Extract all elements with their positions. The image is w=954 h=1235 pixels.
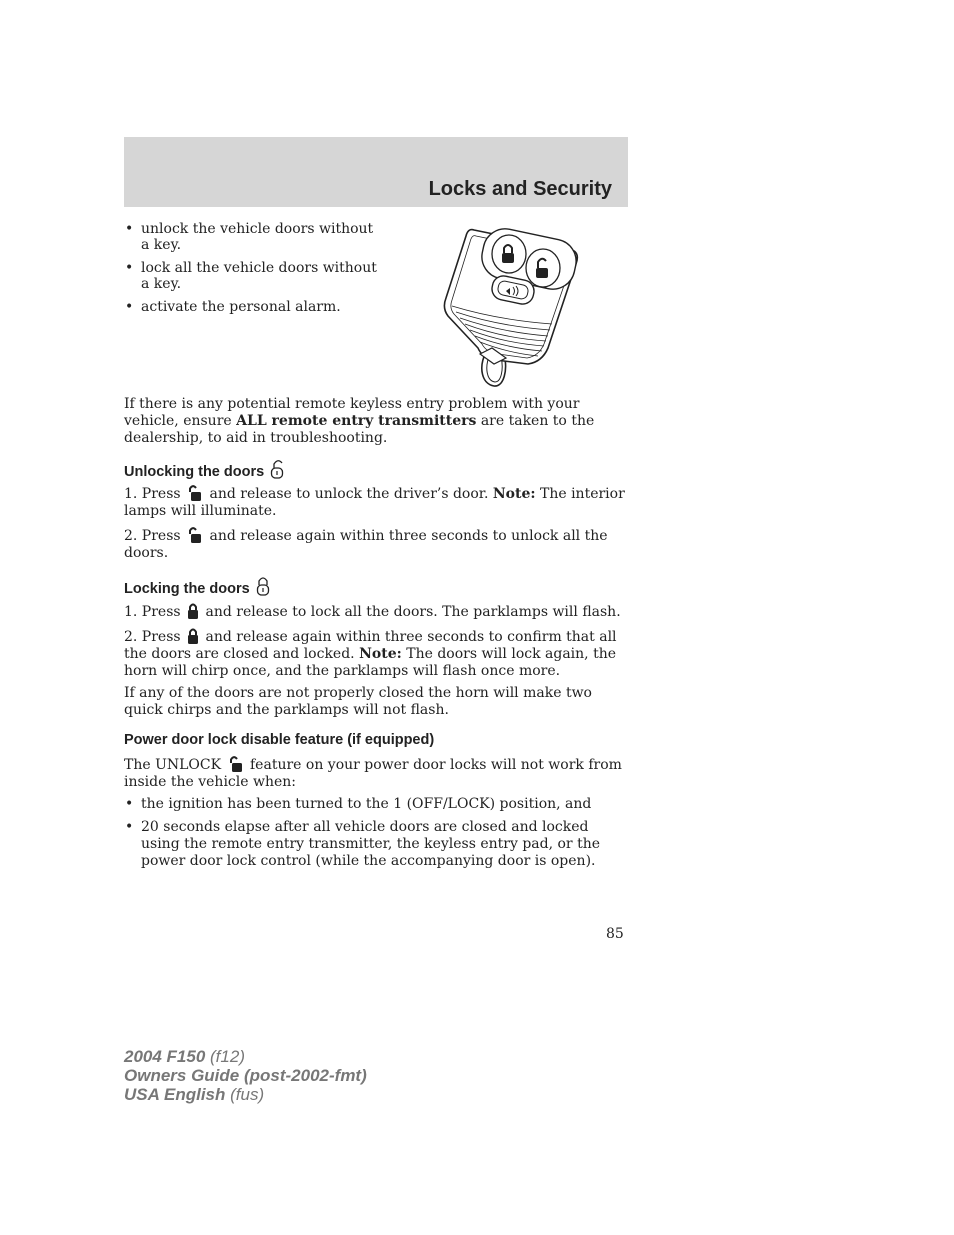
- list-item: [124, 260, 384, 292]
- bullet-text: 20 seconds elapse after all vehicle doors are closed and locked using the remote entry transmitter, the keyless entry pad, or the power door lock control (while the accompanying door is open).: [141, 819, 601, 869]
- footer-model-code: (f12): [205, 1047, 245, 1066]
- footer-line-3: [124, 1085, 367, 1104]
- list-item: [124, 796, 630, 813]
- footer-language-code: (fus): [225, 1085, 265, 1104]
- list-item: [124, 221, 384, 253]
- bullet-text: lock all the vehicle doors without a key.: [141, 260, 377, 292]
- list-item: [124, 299, 384, 315]
- note-text: The interior lamps will illuminate.: [124, 486, 625, 519]
- bullet-marker: •: [125, 221, 134, 237]
- footer-guide: Owners Guide (post-2002-fmt): [124, 1066, 367, 1085]
- unlock-icon: [187, 527, 203, 543]
- disable-conditions-list: [124, 796, 630, 876]
- unlock-outline-icon: [270, 459, 286, 479]
- bullet-text: activate the personal alarm.: [141, 299, 341, 315]
- section-header-band: [124, 137, 628, 207]
- lock-icon: [187, 603, 199, 619]
- emphasis-text: ALL remote entry transmitters: [236, 413, 477, 429]
- keyless-remote-transmitter-illustration: [438, 220, 586, 390]
- heading-text: Unlocking the doors: [124, 464, 265, 480]
- unlock-icon: [187, 485, 203, 501]
- step-text: and release again within three seconds to confirm that all the doors are closed and locked.: [124, 629, 617, 662]
- note-text: The doors will lock again, the horn will chirp once, and the parklamps will flash once more.: [124, 646, 616, 679]
- note-label: Note:: [492, 486, 536, 502]
- unlock-icon: [228, 756, 244, 772]
- disable-feature-heading: Power door lock disable feature (if equipped): [124, 732, 435, 748]
- footer-line-2: [124, 1066, 367, 1085]
- unlocking-heading: [124, 459, 288, 480]
- footer-line-1: [124, 1047, 367, 1066]
- locking-heading: [124, 576, 272, 597]
- bullet-marker: •: [125, 819, 134, 835]
- improper-closure-paragraph: [124, 685, 630, 719]
- list-item: [124, 819, 630, 870]
- bullet-text: the ignition has been turned to the 1 (OFF/LOCK) position, and: [141, 796, 592, 812]
- step-text: and release to lock all the doors. The parklamps will flash.: [205, 604, 621, 620]
- step-text: and release again within three seconds to unlock all the doors.: [124, 528, 608, 561]
- footer-model: 2004 F150: [124, 1047, 206, 1066]
- paragraph-text: are taken to the dealership, to aid in troubleshooting.: [124, 413, 595, 446]
- lock-step-1: [124, 603, 630, 621]
- footer-language: USA English: [124, 1085, 226, 1104]
- bullet-marker: •: [125, 260, 134, 276]
- bullet-marker: •: [125, 299, 134, 315]
- disable-intro-paragraph: [124, 756, 630, 791]
- note-label: Note:: [359, 646, 402, 662]
- page-number: 85: [606, 926, 624, 942]
- heading-text: Locking the doors: [124, 581, 250, 597]
- intro-bullet-list: [124, 221, 384, 322]
- lock-step-2: [124, 628, 630, 680]
- section-title: Locks and Security: [428, 178, 612, 200]
- paragraph-text: feature on your power door locks will not work from inside the vehicle when:: [124, 757, 622, 790]
- paragraph-text: The UNLOCK: [124, 757, 222, 773]
- bullet-text: unlock the vehicle doors without a key.: [141, 221, 374, 253]
- document-footer: [124, 1047, 367, 1104]
- step-text: 2. Press: [124, 629, 181, 645]
- troubleshooting-paragraph: [124, 396, 630, 447]
- paragraph-text: If any of the doors are not properly closed the horn will make two quick chirps and the parklamps will not flash.: [124, 685, 592, 718]
- paragraph-text: If there is any potential remote keyless entry problem with your vehicle, ensure: [124, 396, 580, 429]
- unlock-step-1: [124, 485, 630, 520]
- step-text: 2. Press: [124, 528, 181, 544]
- lock-icon: [187, 628, 199, 644]
- lock-outline-icon: [256, 576, 270, 596]
- step-text: 1. Press: [124, 604, 181, 620]
- step-text: 1. Press: [124, 486, 181, 502]
- step-text: and release to unlock the driver’s door.: [209, 486, 489, 502]
- bullet-marker: •: [125, 796, 134, 812]
- unlock-step-2: [124, 527, 630, 562]
